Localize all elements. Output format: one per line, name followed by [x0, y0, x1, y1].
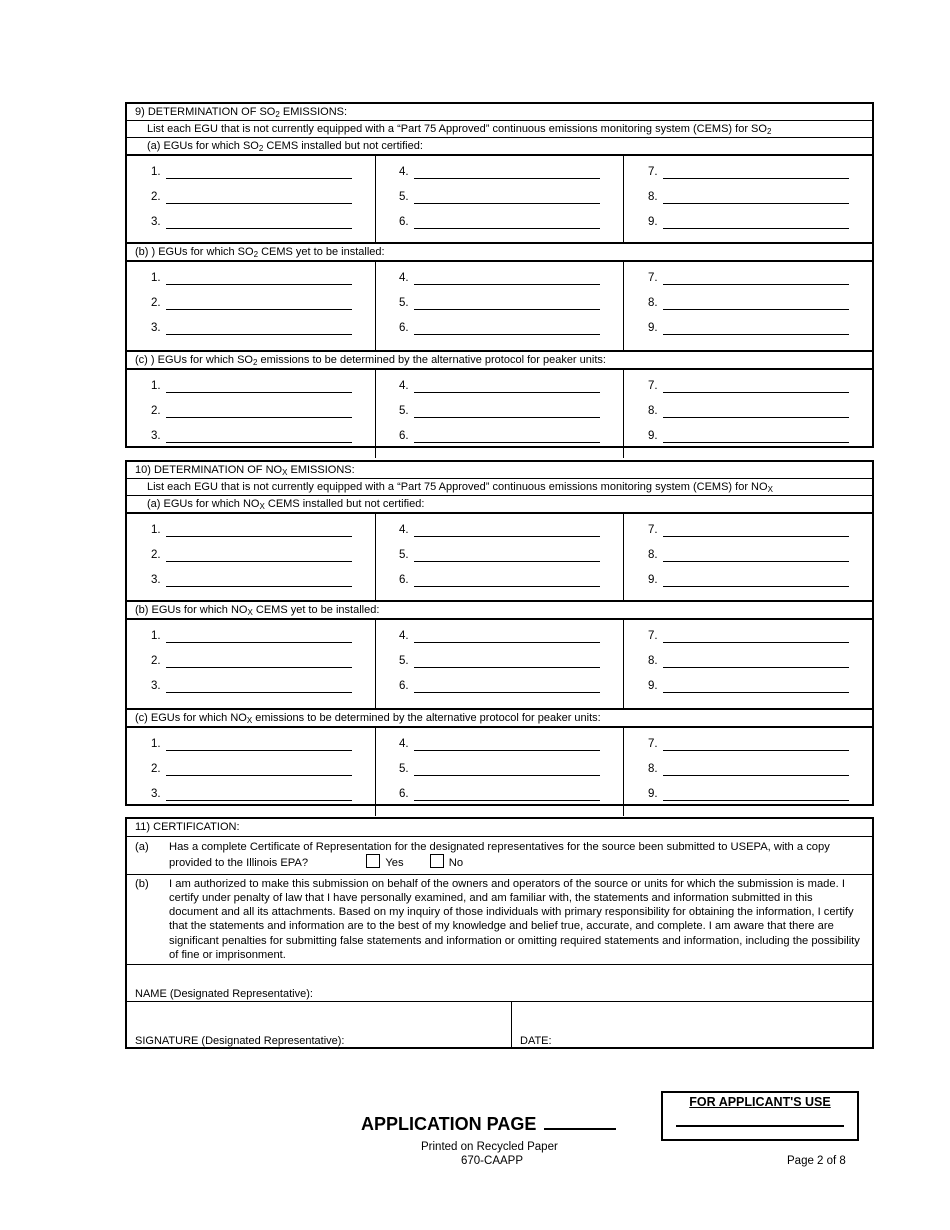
egu-blank — [166, 680, 352, 693]
egu-entry[interactable]: 8. — [648, 549, 872, 574]
section-9-title: 9) DETERMINATION OF $SO_2$ EMISSIONS: — [127, 104, 872, 121]
egu-entry[interactable]: 7. — [648, 272, 872, 297]
signature-label: SIGNATURE (Designated Representative): — [135, 1034, 345, 1047]
section-9-so2 — [125, 102, 874, 448]
section-10b-label: (b) EGUs for which $NO_X$ CEMS yet to be installed: — [127, 602, 872, 620]
egu-blank — [166, 430, 352, 443]
section-9-instruction: List each EGU that is not currently equipped with a “Part 75 Approved” continuous emissions monitoring system (CEMS) for $SO_2$ — [127, 121, 872, 138]
egu-entry[interactable]: 7. — [648, 166, 872, 191]
egu-blank — [414, 166, 600, 179]
egu-column — [127, 514, 376, 600]
egu-entry[interactable]: 3. — [151, 322, 375, 347]
form-number: 670-CAAPP — [461, 1155, 524, 1167]
egu-blank — [166, 630, 352, 643]
egu-entry[interactable]: 8. — [648, 297, 872, 322]
egu-blank — [663, 191, 849, 204]
egu-blank — [414, 524, 600, 537]
egu-blank — [414, 655, 600, 668]
egu-blank — [663, 297, 849, 310]
egu-blank — [166, 322, 352, 335]
section-11-certification — [125, 817, 874, 1049]
egu-grid — [127, 262, 872, 352]
egu-column — [376, 262, 624, 350]
egu-blank — [663, 216, 849, 229]
egu-blank — [166, 191, 352, 204]
egu-blank — [663, 680, 849, 693]
date-field[interactable] — [512, 1002, 872, 1048]
no-checkbox[interactable] — [430, 854, 444, 868]
egu-entry[interactable]: 8. — [648, 655, 872, 680]
egu-blank — [414, 191, 600, 204]
egu-blank — [663, 574, 849, 587]
egu-entry[interactable]: 2. — [151, 405, 375, 430]
egu-entry[interactable]: 5. — [399, 763, 623, 788]
egu-entry[interactable]: 9. — [648, 788, 872, 813]
section-9c-label: (c) ) EGUs for which $SO_2$ emissions to be determined by the alternative protocol for peaker units: — [127, 352, 872, 370]
egu-entry[interactable]: 8. — [648, 763, 872, 788]
egu-entry[interactable]: 4. — [399, 166, 623, 191]
egu-column — [624, 728, 872, 816]
name-label: NAME (Designated Representative): — [135, 987, 313, 1000]
egu-entry[interactable]: 1. — [151, 166, 375, 191]
applicant-use-line[interactable] — [676, 1125, 844, 1127]
egu-entry[interactable]: 8. — [648, 405, 872, 430]
egu-grid — [127, 728, 872, 816]
egu-blank — [166, 655, 352, 668]
egu-entry[interactable]: 6. — [399, 574, 623, 599]
egu-blank — [166, 272, 352, 285]
application-page-blank — [544, 1112, 616, 1130]
item-label: (a) — [135, 841, 149, 853]
egu-grid — [127, 514, 872, 602]
certification-a-text: Has a complete Certificate of Representation for the designated representatives for the source been submitted to USEPA, with a copy provided to the Illinois EPA? — [169, 841, 830, 870]
egu-blank — [414, 763, 600, 776]
egu-column — [376, 156, 624, 242]
egu-entry[interactable]: 5. — [399, 191, 623, 216]
date-label: DATE: — [520, 1034, 552, 1047]
egu-blank — [663, 655, 849, 668]
egu-blank — [414, 738, 600, 751]
egu-blank — [663, 380, 849, 393]
egu-entry[interactable]: 9. — [648, 216, 872, 241]
egu-blank — [414, 430, 600, 443]
egu-entry[interactable]: 3. — [151, 680, 375, 705]
egu-entry[interactable]: 1. — [151, 738, 375, 763]
applicant-use-label: FOR APPLICANT'S USE — [689, 1095, 831, 1109]
application-page-title: APPLICATION PAGE — [361, 1112, 616, 1135]
certification-a — [127, 837, 872, 875]
egu-blank — [166, 788, 352, 801]
egu-entry[interactable]: 9. — [648, 430, 872, 455]
egu-column — [127, 262, 376, 350]
egu-blank — [414, 680, 600, 693]
egu-entry[interactable]: 9. — [648, 680, 872, 705]
certification-b — [127, 875, 872, 965]
egu-column — [127, 156, 376, 242]
egu-blank — [166, 738, 352, 751]
egu-blank — [414, 272, 600, 285]
egu-blank — [663, 322, 849, 335]
section-11-title: 11) CERTIFICATION: — [127, 819, 872, 837]
signature-row — [127, 1002, 872, 1048]
egu-entry[interactable]: 6. — [399, 322, 623, 347]
egu-blank — [414, 297, 600, 310]
egu-column — [624, 156, 872, 242]
egu-entry[interactable]: 4. — [399, 630, 623, 655]
egu-blank — [166, 763, 352, 776]
egu-entry[interactable]: 5. — [399, 405, 623, 430]
egu-blank — [166, 549, 352, 562]
egu-blank — [663, 763, 849, 776]
yes-checkbox[interactable] — [366, 854, 380, 868]
name-field[interactable] — [127, 965, 872, 1002]
egu-entry[interactable]: 3. — [151, 788, 375, 813]
item-label: (b) — [135, 877, 149, 890]
egu-column — [376, 620, 624, 708]
egu-entry[interactable]: 5. — [399, 549, 623, 574]
egu-grid — [127, 370, 872, 458]
egu-grid — [127, 620, 872, 710]
certification-b-text: I am authorized to make this submission on behalf of the owners and operators of the source or units for which the submission is made. I certify under penalty of law that I have personally examined, and am familiar with, the statements and information submitted in this document and all its attachments. Based on my inquiry of those individuals with primary responsibility for obtaining the information, I certify that the statements and information are to the best of my knowledge and belief true, accurate, and complete. I am aware that there are significant penalties for submitting false statements and information or omitting required statements and information, including the possibility of fine or imprisonment. — [169, 877, 860, 962]
section-10a-label: (a) EGUs for which $NO_X$ CEMS installed but not certified: — [127, 496, 872, 514]
egu-entry[interactable]: 3. — [151, 574, 375, 599]
egu-entry[interactable]: 6. — [399, 430, 623, 455]
egu-column — [376, 370, 624, 458]
egu-blank — [663, 738, 849, 751]
egu-entry[interactable]: 4. — [399, 738, 623, 763]
egu-entry[interactable]: 4. — [399, 272, 623, 297]
egu-column — [624, 620, 872, 708]
egu-entry[interactable]: 6. — [399, 216, 623, 241]
recycled-note: Printed on Recycled Paper — [421, 1141, 558, 1153]
applicant-use-box — [661, 1091, 859, 1141]
egu-entry[interactable]: 7. — [648, 630, 872, 655]
egu-blank — [166, 166, 352, 179]
egu-blank — [414, 216, 600, 229]
egu-blank — [414, 630, 600, 643]
egu-entry[interactable]: 6. — [399, 680, 623, 705]
egu-blank — [166, 524, 352, 537]
egu-blank — [414, 549, 600, 562]
egu-blank — [414, 322, 600, 335]
egu-blank — [663, 788, 849, 801]
section-10-instruction: List each EGU that is not currently equipped with a “Part 75 Approved” continuous emissions monitoring system (CEMS) for $NO_X$ — [127, 479, 872, 496]
egu-entry[interactable]: 1. — [151, 272, 375, 297]
egu-entry[interactable]: 8. — [648, 191, 872, 216]
egu-entry[interactable]: 5. — [399, 297, 623, 322]
egu-column — [376, 728, 624, 816]
egu-column — [624, 370, 872, 458]
egu-entry[interactable]: 7. — [648, 380, 872, 405]
egu-entry[interactable]: 2. — [151, 763, 375, 788]
egu-grid — [127, 156, 872, 244]
egu-entry[interactable]: 2. — [151, 549, 375, 574]
signature-field[interactable] — [127, 1002, 512, 1048]
egu-entry[interactable]: 1. — [151, 630, 375, 655]
egu-entry[interactable]: 3. — [151, 216, 375, 241]
egu-blank — [414, 380, 600, 393]
yes-label: Yes — [385, 857, 404, 870]
section-10c-label: (c) EGUs for which $NO_X$ emissions to be determined by the alternative protocol for peaker units: — [127, 710, 872, 728]
egu-blank — [663, 272, 849, 285]
egu-column — [127, 728, 376, 816]
egu-entry[interactable]: 2. — [151, 297, 375, 322]
egu-column — [376, 514, 624, 600]
egu-blank — [166, 574, 352, 587]
egu-entry[interactable]: 1. — [151, 380, 375, 405]
egu-blank — [166, 405, 352, 418]
egu-entry[interactable]: 4. — [399, 524, 623, 549]
egu-blank — [166, 216, 352, 229]
egu-entry[interactable]: 7. — [648, 524, 872, 549]
egu-blank — [663, 630, 849, 643]
egu-blank — [414, 574, 600, 587]
egu-blank — [414, 788, 600, 801]
section-9a-label: (a) EGUs for which $SO_2$ CEMS installed but not certified: — [127, 138, 872, 156]
egu-entry[interactable]: 9. — [648, 574, 872, 599]
egu-entry[interactable]: 9. — [648, 322, 872, 347]
section-10-nox — [125, 460, 874, 806]
egu-blank — [663, 166, 849, 179]
egu-column — [624, 262, 872, 350]
no-label: No — [448, 857, 464, 870]
egu-entry[interactable]: 4. — [399, 380, 623, 405]
egu-entry[interactable]: 5. — [399, 655, 623, 680]
egu-entry[interactable]: 3. — [151, 430, 375, 455]
egu-blank — [663, 549, 849, 562]
egu-blank — [166, 297, 352, 310]
egu-column — [624, 514, 872, 600]
egu-blank — [663, 430, 849, 443]
page-number: Page 2 of 8 — [787, 1155, 846, 1167]
egu-blank — [414, 405, 600, 418]
egu-entry[interactable]: 1. — [151, 524, 375, 549]
egu-blank — [663, 524, 849, 537]
egu-blank — [663, 405, 849, 418]
egu-entry[interactable]: 7. — [648, 738, 872, 763]
section-9b-label: (b) ) EGUs for which $SO_2$ CEMS yet to be installed: — [127, 244, 872, 262]
egu-entry[interactable]: 6. — [399, 788, 623, 813]
egu-blank — [166, 380, 352, 393]
egu-column — [127, 620, 376, 708]
section-10-title: 10) DETERMINATION OF $NO_X$ EMISSIONS: — [127, 462, 872, 479]
egu-entry[interactable]: 2. — [151, 191, 375, 216]
egu-column — [127, 370, 376, 458]
egu-entry[interactable]: 2. — [151, 655, 375, 680]
